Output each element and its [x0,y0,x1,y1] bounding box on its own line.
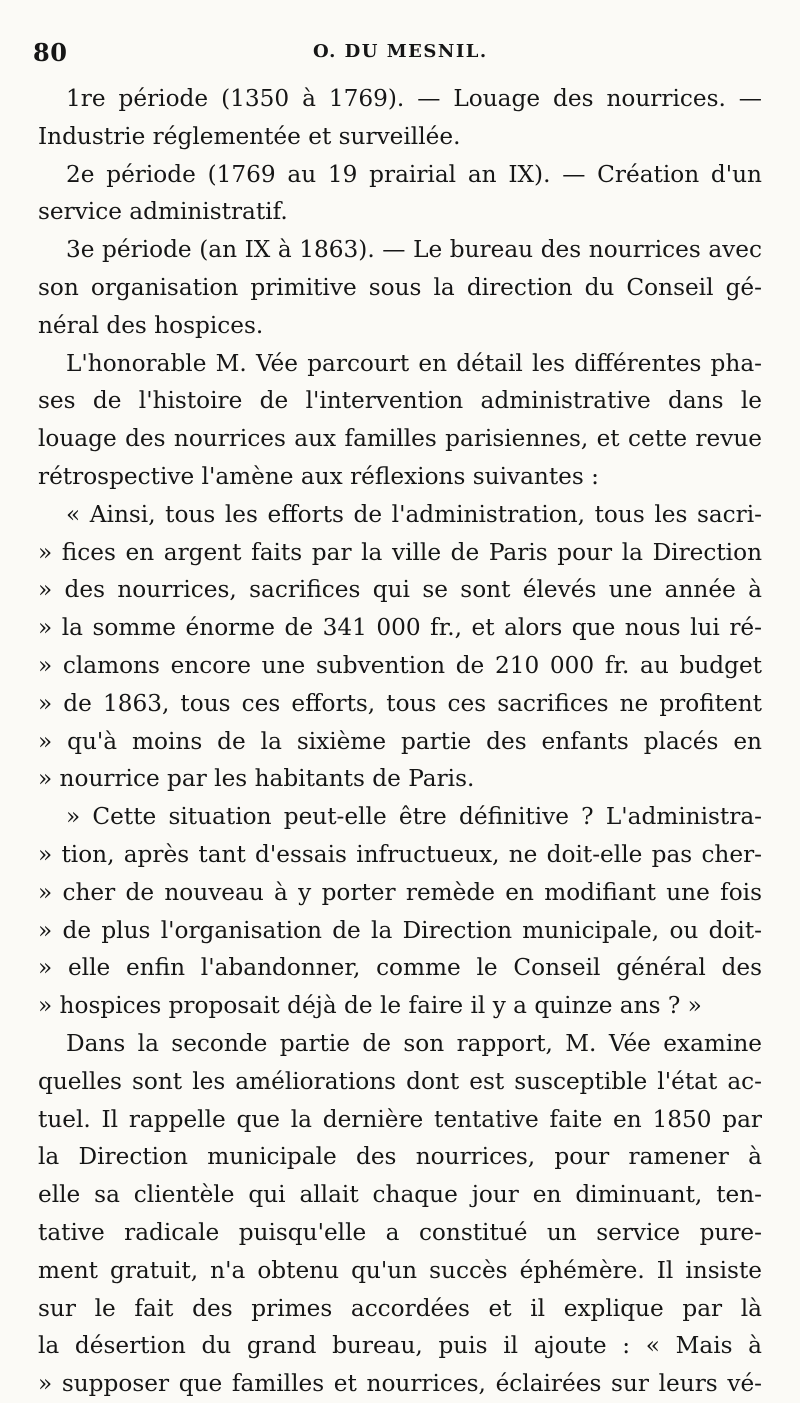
text-line: ment gratuit, n'a obtenu qu'un succès éphémère. Il insiste [38,1256,762,1284]
text-line: » de 1863, tous ces efforts, tous ces sacrifices ne profitent [38,689,762,717]
text-line: néral des hospices. [38,311,264,339]
text-line: » nourrice par les habitants de Paris. [38,765,475,793]
text-line: » supposer que familles et nourrices, éclairées sur leurs vé- [38,1370,762,1398]
text-line: sur le fait des primes accordées et il explique par là [38,1294,762,1322]
text-line: 1re période (1350 à 1769). — Louage des nourrices. — [66,85,762,112]
page-header [33,38,763,72]
text-line: Dans la seconde partie de son rapport, M. Vée examine [66,1029,762,1057]
text-line: son organisation primitive sous la direction du Conseil gé- [38,273,762,301]
running-head: O. DU MESNIL. [313,41,488,62]
page-number: 80 [33,38,68,67]
text-line: tative radicale puisqu'elle a constitué un service pure- [38,1218,762,1246]
body-text [38,80,762,1403]
text-line: Industrie réglementée et surveillée. [38,122,461,150]
text-line: quelles sont les améliorations dont est susceptible l'état ac- [38,1067,762,1095]
text-line: » clamons encore une subvention de 210 000 fr. au budget [38,651,762,679]
text-line: » qu'à moins de la sixième partie des enfants placés en [38,727,762,755]
text-line: ses de l'histoire de l'intervention administrative dans le [38,387,762,415]
text-line: » hospices proposait déjà de le faire il y a quinze ans ? » [38,992,702,1020]
text-line: » cher de nouveau à y porter remède en modifiant une fois [38,878,762,906]
text-line: » la somme énorme de 341 000 fr., et alors que nous lui ré- [38,614,762,642]
text-line: rétrospective l'amène aux réflexions suivantes : [38,462,599,490]
text-line: 3e période (an IX à 1863). — Le bureau des nourrices avec [66,236,762,264]
text-line: louage des nourrices aux familles parisiennes, et cette revue [38,425,762,453]
text-line: » tion, après tant d'essais infructueux, ne doit-elle pas cher- [38,840,762,868]
text-line: la Direction municipale des nourrices, pour ramener à [38,1143,762,1171]
text-line: » Cette situation peut-elle être définitive ? L'administra- [66,803,762,831]
text-line: tuel. Il rappelle que la dernière tentative faite en 1850 par [38,1105,762,1133]
text-line: L'honorable M. Vée parcourt en détail les différentes pha- [66,349,762,377]
text-line: » de plus l'organisation de la Direction municipale, ou doit- [38,916,762,944]
text-line: service administratif. [38,198,288,226]
text-line: » elle enfin l'abandonner, comme le Conseil général des [38,954,762,982]
text-line: » fices en argent faits par la ville de Paris pour la Direction [38,538,762,566]
text-line: » des nourrices, sacrifices qui se sont élevés une année à [38,576,762,604]
text-line: elle sa clientèle qui allait chaque jour en diminuant, ten- [38,1181,762,1209]
text-line: « Ainsi, tous les efforts de l'administration, tous les sacri- [66,500,762,528]
text-line: 2e période (1769 au 19 prairial an IX). — Création d'un [66,160,762,188]
text-line: la désertion du grand bureau, puis il ajoute : « Mais à [38,1332,762,1360]
